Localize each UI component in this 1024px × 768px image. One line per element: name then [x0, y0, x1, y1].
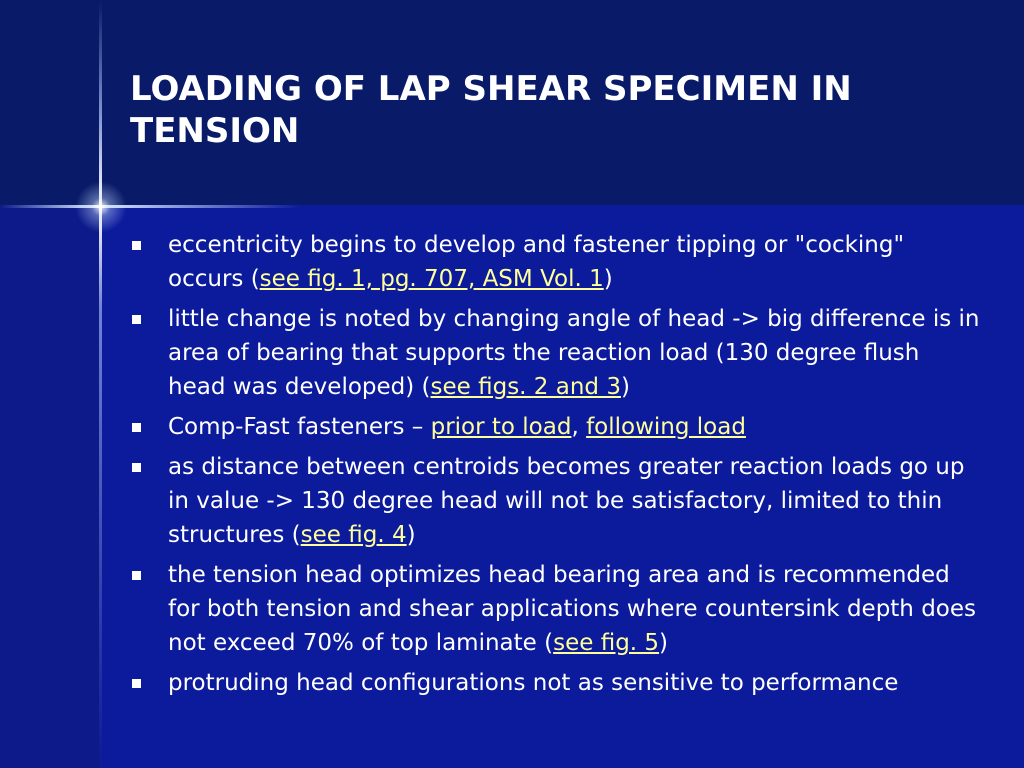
bullet-text: as distance between centroids becomes greater reaction loads go up in value -> 130 degree head will not be satisfactory, limited to thin structures (	[168, 454, 965, 548]
link-figs-2-3[interactable]: see figs. 2 and 3	[430, 374, 621, 400]
bullet-text: )	[620, 374, 630, 400]
bullet-square-icon	[132, 571, 141, 580]
bullet-item	[130, 410, 980, 444]
link-fig-1[interactable]: see fig. 1, pg. 707, ASM Vol. 1	[259, 266, 604, 292]
link-fig-5[interactable]: see fig. 5	[553, 630, 660, 656]
bullet-list	[130, 228, 980, 706]
bullet-square-icon	[132, 315, 141, 324]
bullet-text: the tension head optimizes head bearing area and is recommended for both tension and shear applications where countersink depth does not exceed 70% of top laminate (	[168, 562, 976, 656]
link-prior-to-load[interactable]: prior to load	[430, 414, 572, 440]
bullet-text: eccentricity begins to develop and fastener tipping or "cocking" occurs (	[168, 232, 905, 292]
bullet-item	[130, 302, 980, 404]
bullet-item	[130, 228, 980, 296]
bullet-text: )	[659, 630, 669, 656]
bullet-text: protruding head configurations not as sensitive to performance	[168, 670, 899, 696]
link-following-load[interactable]: following load	[586, 414, 746, 440]
bullet-text: ,	[571, 414, 587, 440]
horizontal-light-line	[0, 205, 300, 208]
bullet-item	[130, 558, 980, 660]
bullet-square-icon	[132, 679, 141, 688]
bullet-square-icon	[132, 463, 141, 472]
bullet-text: )	[603, 266, 613, 292]
bullet-item	[130, 666, 980, 700]
link-fig-4[interactable]: see fig. 4	[300, 522, 407, 548]
bullet-text: little change is noted by changing angle of head -> big difference is in area of bearing that supports the reaction load (130 degree flush head was developed) (	[168, 306, 980, 400]
bullet-square-icon	[132, 241, 141, 250]
bullet-item	[130, 450, 980, 552]
bullet-square-icon	[132, 423, 141, 432]
star-sparkle-icon	[75, 181, 127, 233]
slide-title: LOADING OF LAP SHEAR SPECIMEN IN TENSION	[130, 69, 852, 151]
bullet-text: )	[406, 522, 416, 548]
bullet-text: Comp-Fast fasteners –	[168, 414, 431, 440]
vertical-light-line	[99, 0, 102, 768]
